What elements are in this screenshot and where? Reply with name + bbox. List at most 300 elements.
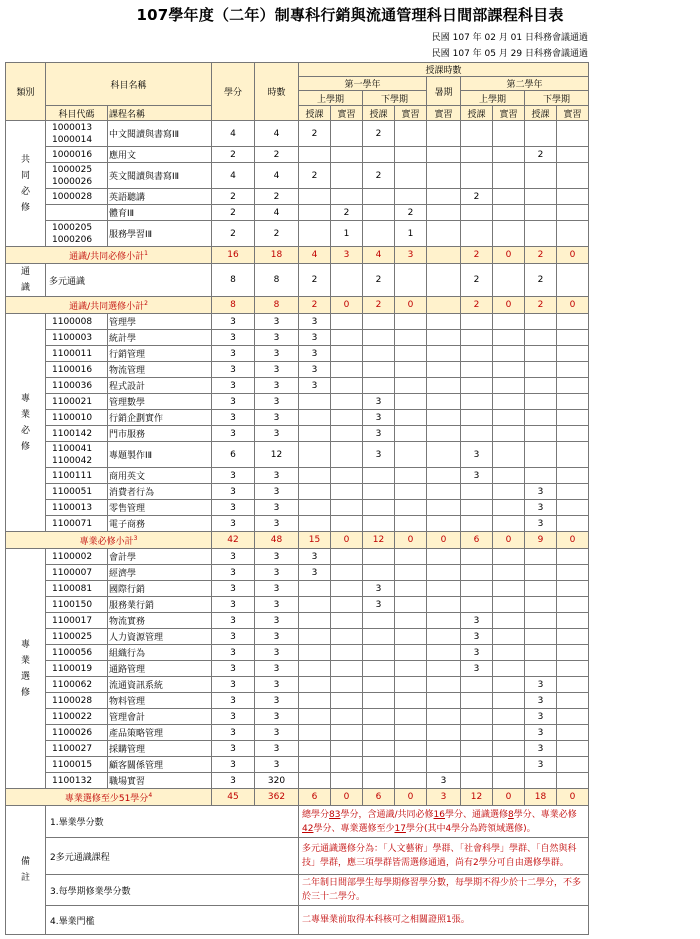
hour-cell bbox=[557, 500, 589, 516]
hour-cell bbox=[395, 757, 427, 773]
remark-row bbox=[6, 806, 589, 838]
header-practice: 實習 bbox=[493, 106, 525, 121]
hour-cell: 3 bbox=[525, 693, 557, 709]
hour-cell bbox=[525, 426, 557, 442]
course-hours: 3 bbox=[255, 330, 299, 346]
course-row bbox=[6, 757, 589, 773]
hour-cell bbox=[299, 661, 331, 677]
hour-cell bbox=[427, 693, 461, 709]
hour-cell: 3 bbox=[299, 549, 331, 565]
course-row bbox=[6, 394, 589, 410]
course-code-line: 1100011 bbox=[52, 348, 93, 359]
course-code bbox=[46, 426, 108, 442]
course-name: 行銷管理 bbox=[108, 346, 212, 362]
hour-cell bbox=[395, 189, 427, 205]
header-practice: 實習 bbox=[331, 106, 363, 121]
course-row bbox=[6, 629, 589, 645]
hour-cell bbox=[493, 264, 525, 297]
course-row bbox=[6, 314, 589, 330]
category-general-char: 識 bbox=[20, 283, 30, 293]
course-hours: 3 bbox=[255, 362, 299, 378]
hour-cell bbox=[525, 378, 557, 394]
course-credits: 3 bbox=[212, 410, 255, 426]
course-name: 顧客關係管理 bbox=[108, 757, 212, 773]
hour-cell bbox=[461, 378, 493, 394]
hour-cell bbox=[331, 677, 363, 693]
hour-cell: 2 bbox=[395, 205, 427, 221]
course-row bbox=[6, 147, 589, 163]
course-code-line: 1000016 bbox=[52, 149, 93, 160]
course-code bbox=[46, 645, 108, 661]
hour-cell bbox=[525, 645, 557, 661]
course-code bbox=[46, 581, 108, 597]
hour-cell bbox=[331, 346, 363, 362]
course-row bbox=[6, 346, 589, 362]
hour-cell: 2 bbox=[363, 121, 395, 147]
hour-cell bbox=[493, 147, 525, 163]
course-code bbox=[46, 677, 108, 693]
hour-cell bbox=[299, 394, 331, 410]
course-name: 門市服務 bbox=[108, 426, 212, 442]
hour-cell bbox=[461, 410, 493, 426]
subtotal-cell bbox=[427, 297, 461, 314]
hour-cell bbox=[363, 757, 395, 773]
hour-cell bbox=[395, 330, 427, 346]
hour-cell bbox=[395, 500, 427, 516]
hour-cell bbox=[493, 773, 525, 789]
category-required-char: 修 bbox=[20, 441, 30, 452]
hour-cell bbox=[461, 221, 493, 247]
course-code-line: 1000014 bbox=[52, 134, 93, 145]
subtotal-credits: 8 bbox=[212, 297, 255, 314]
subtotal-cell: 4 bbox=[363, 247, 395, 264]
remark-text-part: 總學分 bbox=[302, 809, 330, 820]
course-code bbox=[46, 757, 108, 773]
hour-cell bbox=[395, 725, 427, 741]
hour-cell bbox=[461, 581, 493, 597]
hour-cell bbox=[395, 163, 427, 189]
hour-cell bbox=[331, 378, 363, 394]
hour-cell bbox=[331, 362, 363, 378]
course-row bbox=[6, 442, 589, 468]
hour-cell bbox=[427, 330, 461, 346]
hour-cell bbox=[493, 189, 525, 205]
hour-cell bbox=[363, 661, 395, 677]
hour-cell bbox=[395, 645, 427, 661]
category-common-char: 必 bbox=[20, 186, 30, 197]
subtotal-hours: 48 bbox=[255, 532, 299, 549]
course-credits: 3 bbox=[212, 394, 255, 410]
hour-cell bbox=[331, 442, 363, 468]
course-credits: 3 bbox=[212, 661, 255, 677]
header-course: 課程名稱 bbox=[108, 106, 212, 121]
hour-cell bbox=[557, 362, 589, 378]
hour-cell bbox=[331, 645, 363, 661]
header-category: 類別 bbox=[6, 63, 46, 121]
course-hours: 3 bbox=[255, 410, 299, 426]
remark-text bbox=[299, 806, 589, 838]
hour-cell: 3 bbox=[299, 378, 331, 394]
course-code bbox=[46, 346, 108, 362]
subtotal-row bbox=[6, 297, 589, 314]
hour-cell bbox=[557, 189, 589, 205]
subtotal-cell: 6 bbox=[461, 532, 493, 549]
hour-cell bbox=[331, 264, 363, 297]
hour-cell bbox=[461, 394, 493, 410]
hour-cell bbox=[395, 693, 427, 709]
subtotal-cell: 2 bbox=[299, 297, 331, 314]
course-name: 應用文 bbox=[108, 147, 212, 163]
course-name: 管理數學 bbox=[108, 394, 212, 410]
course-credits: 3 bbox=[212, 597, 255, 613]
course-code bbox=[46, 484, 108, 500]
hour-cell bbox=[427, 661, 461, 677]
course-code bbox=[46, 597, 108, 613]
course-row bbox=[6, 693, 589, 709]
course-row bbox=[6, 773, 589, 789]
remark-text: 二專畢業前取得本科核可之相關證照1張。 bbox=[299, 906, 589, 935]
subtotal-label bbox=[6, 532, 212, 549]
hour-cell bbox=[299, 677, 331, 693]
course-hours: 3 bbox=[255, 426, 299, 442]
course-name: 服務學習ⅠⅡ bbox=[108, 221, 212, 247]
course-code bbox=[46, 205, 108, 221]
hour-cell bbox=[493, 362, 525, 378]
hour-cell: 3 bbox=[525, 677, 557, 693]
hour-cell bbox=[363, 314, 395, 330]
course-row bbox=[6, 362, 589, 378]
hour-cell bbox=[299, 597, 331, 613]
hour-cell bbox=[557, 314, 589, 330]
hour-cell bbox=[299, 484, 331, 500]
course-code-line: 1100013 bbox=[52, 502, 93, 513]
hour-cell bbox=[395, 629, 427, 645]
hour-cell bbox=[525, 565, 557, 581]
remark-text: 二年制日間部學生每學期修習學分數，每學期不得少於十二學分，不多於三十二學分。 bbox=[299, 875, 589, 906]
hour-cell bbox=[427, 629, 461, 645]
hour-cell bbox=[363, 205, 395, 221]
hour-cell bbox=[493, 725, 525, 741]
category-elective-char: 業 bbox=[20, 655, 30, 666]
category-elective-char: 選 bbox=[20, 671, 30, 682]
hour-cell bbox=[395, 484, 427, 500]
category-elective bbox=[6, 549, 46, 789]
hour-cell bbox=[363, 484, 395, 500]
hour-cell bbox=[331, 709, 363, 725]
hour-cell bbox=[427, 221, 461, 247]
course-credits: 2 bbox=[212, 221, 255, 247]
course-hours: 3 bbox=[255, 693, 299, 709]
hour-cell bbox=[299, 645, 331, 661]
hour-cell bbox=[525, 394, 557, 410]
course-credits: 3 bbox=[212, 757, 255, 773]
subtotal-footnote: 3 bbox=[133, 534, 138, 542]
subtotal-cell: 3 bbox=[395, 247, 427, 264]
course-row bbox=[6, 741, 589, 757]
hour-cell bbox=[493, 565, 525, 581]
subtotal-cell: 2 bbox=[461, 297, 493, 314]
hour-cell: 3 bbox=[363, 581, 395, 597]
hour-cell bbox=[557, 677, 589, 693]
remark-row bbox=[6, 838, 589, 875]
category-required-char: 業 bbox=[20, 409, 30, 420]
course-code-line: 1000026 bbox=[52, 176, 93, 187]
hour-cell bbox=[557, 693, 589, 709]
subtotal-label bbox=[6, 247, 212, 264]
hour-cell bbox=[461, 677, 493, 693]
course-code-line: 1100062 bbox=[52, 679, 93, 690]
hour-cell: 3 bbox=[363, 410, 395, 426]
subtotal-cell: 0 bbox=[331, 789, 363, 806]
course-code-line: 1100016 bbox=[52, 364, 93, 375]
hour-cell: 3 bbox=[525, 500, 557, 516]
remark-text-part: 學分，含通識/共同必修 bbox=[340, 809, 434, 820]
hour-cell bbox=[461, 362, 493, 378]
hour-cell bbox=[461, 741, 493, 757]
header-lecture: 授課 bbox=[525, 106, 557, 121]
hour-cell bbox=[525, 581, 557, 597]
hour-cell bbox=[363, 629, 395, 645]
course-name: 程式設計 bbox=[108, 378, 212, 394]
course-credits: 3 bbox=[212, 741, 255, 757]
hour-cell: 2 bbox=[299, 163, 331, 189]
hour-cell bbox=[493, 677, 525, 693]
hour-cell bbox=[299, 725, 331, 741]
course-code-line: 1000025 bbox=[52, 164, 93, 175]
hour-cell bbox=[557, 613, 589, 629]
course-hours: 3 bbox=[255, 613, 299, 629]
subtotal-cell: 0 bbox=[493, 532, 525, 549]
hour-cell bbox=[461, 565, 493, 581]
hour-cell bbox=[427, 484, 461, 500]
hour-cell bbox=[427, 264, 461, 297]
hour-cell bbox=[363, 362, 395, 378]
hour-cell bbox=[427, 205, 461, 221]
remark-text-part: 學分(其中4學分為跨領域選修)。 bbox=[405, 823, 536, 834]
course-code bbox=[46, 741, 108, 757]
subtotal-cell: 12 bbox=[363, 532, 395, 549]
subtotal-cell: 0 bbox=[395, 297, 427, 314]
subtotal-cell: 0 bbox=[493, 789, 525, 806]
hour-cell bbox=[557, 757, 589, 773]
subtotal-footnote: 4 bbox=[148, 791, 153, 799]
hour-cell: 3 bbox=[427, 773, 461, 789]
hour-cell bbox=[427, 468, 461, 484]
category-required-char: 專 bbox=[20, 393, 30, 404]
hour-cell: 3 bbox=[299, 330, 331, 346]
course-code bbox=[46, 362, 108, 378]
course-hours: 3 bbox=[255, 629, 299, 645]
course-code-line: 1100036 bbox=[52, 380, 93, 391]
hour-cell: 2 bbox=[331, 205, 363, 221]
hour-cell bbox=[299, 426, 331, 442]
course-row bbox=[6, 565, 589, 581]
header-code: 科目代碼 bbox=[46, 106, 108, 121]
hour-cell: 3 bbox=[299, 565, 331, 581]
course-hours: 3 bbox=[255, 378, 299, 394]
category-common-char: 同 bbox=[20, 170, 30, 181]
subtotal-cell: 3 bbox=[331, 247, 363, 264]
hour-cell bbox=[299, 500, 331, 516]
hour-cell bbox=[331, 581, 363, 597]
course-name: 物料管理 bbox=[108, 693, 212, 709]
course-hours: 2 bbox=[255, 189, 299, 205]
course-credits: 3 bbox=[212, 645, 255, 661]
hour-cell bbox=[363, 147, 395, 163]
hour-cell bbox=[331, 629, 363, 645]
hour-cell bbox=[299, 468, 331, 484]
hour-cell bbox=[493, 549, 525, 565]
subtotal-footnote: 1 bbox=[144, 249, 148, 257]
course-code-line: 1100041 bbox=[52, 443, 93, 454]
course-name: 多元通識 bbox=[46, 264, 212, 297]
hour-cell bbox=[493, 484, 525, 500]
hour-cell bbox=[557, 581, 589, 597]
course-credits: 8 bbox=[212, 264, 255, 297]
subtotal-cell: 0 bbox=[557, 247, 589, 264]
course-code bbox=[46, 378, 108, 394]
hour-cell: 2 bbox=[363, 264, 395, 297]
course-hours: 3 bbox=[255, 709, 299, 725]
hour-cell bbox=[427, 163, 461, 189]
subtotal-cell: 0 bbox=[427, 532, 461, 549]
hour-cell bbox=[493, 516, 525, 532]
remark-item: 4.畢業門檻 bbox=[46, 906, 299, 935]
course-name: 通路管理 bbox=[108, 661, 212, 677]
subtotal-cell: 6 bbox=[363, 789, 395, 806]
curriculum-table bbox=[5, 62, 589, 935]
course-code-line: 1100071 bbox=[52, 518, 93, 529]
course-name: 管理會計 bbox=[108, 709, 212, 725]
hour-cell: 3 bbox=[461, 661, 493, 677]
hour-cell bbox=[557, 741, 589, 757]
hour-cell bbox=[493, 442, 525, 468]
hour-cell bbox=[493, 693, 525, 709]
course-code bbox=[46, 500, 108, 516]
hour-cell bbox=[363, 549, 395, 565]
hour-cell bbox=[395, 314, 427, 330]
hour-cell bbox=[525, 410, 557, 426]
hour-cell bbox=[395, 661, 427, 677]
hour-cell bbox=[525, 468, 557, 484]
course-hours: 3 bbox=[255, 314, 299, 330]
hour-cell bbox=[427, 757, 461, 773]
course-hours: 8 bbox=[255, 264, 299, 297]
course-name: 零售管理 bbox=[108, 500, 212, 516]
hour-cell bbox=[461, 693, 493, 709]
hour-cell bbox=[557, 725, 589, 741]
course-hours: 3 bbox=[255, 565, 299, 581]
course-row bbox=[6, 189, 589, 205]
hour-cell bbox=[493, 629, 525, 645]
remark-credit-value: 42 bbox=[302, 823, 314, 834]
hour-cell bbox=[299, 629, 331, 645]
course-row bbox=[6, 581, 589, 597]
hour-cell bbox=[427, 725, 461, 741]
course-row bbox=[6, 645, 589, 661]
course-code-line: 1100025 bbox=[52, 631, 93, 642]
course-hours: 3 bbox=[255, 346, 299, 362]
course-code bbox=[46, 189, 108, 205]
hour-cell: 3 bbox=[525, 757, 557, 773]
hour-cell bbox=[557, 549, 589, 565]
hour-cell bbox=[557, 147, 589, 163]
hour-cell bbox=[493, 221, 525, 247]
hour-cell bbox=[525, 773, 557, 789]
remark-item: 2多元通識課程 bbox=[46, 838, 299, 875]
course-name: 統計學 bbox=[108, 330, 212, 346]
course-row bbox=[6, 378, 589, 394]
hour-cell bbox=[427, 362, 461, 378]
course-hours: 3 bbox=[255, 677, 299, 693]
course-credits: 3 bbox=[212, 362, 255, 378]
hour-cell bbox=[427, 565, 461, 581]
hour-cell bbox=[557, 163, 589, 189]
course-hours: 4 bbox=[255, 205, 299, 221]
hour-cell bbox=[427, 394, 461, 410]
course-credits: 4 bbox=[212, 121, 255, 147]
hour-cell bbox=[395, 773, 427, 789]
hour-cell bbox=[331, 613, 363, 629]
hour-cell bbox=[557, 330, 589, 346]
hour-cell bbox=[493, 597, 525, 613]
course-hours: 3 bbox=[255, 757, 299, 773]
course-name: 行銷企劃實作 bbox=[108, 410, 212, 426]
hour-cell bbox=[331, 516, 363, 532]
hour-cell: 3 bbox=[299, 314, 331, 330]
course-code-line: 1100010 bbox=[52, 412, 93, 423]
course-credits: 2 bbox=[212, 205, 255, 221]
hour-cell bbox=[493, 581, 525, 597]
hour-cell bbox=[493, 645, 525, 661]
remark-item: 1.畢業學分數 bbox=[46, 806, 299, 838]
hour-cell bbox=[427, 645, 461, 661]
course-hours: 3 bbox=[255, 645, 299, 661]
subtotal-cell: 6 bbox=[299, 789, 331, 806]
course-code bbox=[46, 394, 108, 410]
header-year1: 第一學年 bbox=[299, 77, 427, 91]
hour-cell bbox=[331, 597, 363, 613]
hour-cell bbox=[299, 147, 331, 163]
hour-cell bbox=[363, 693, 395, 709]
subtotal-footnote: 2 bbox=[144, 299, 148, 307]
subtotal-cell: 2 bbox=[525, 297, 557, 314]
hour-cell bbox=[395, 597, 427, 613]
course-credits: 2 bbox=[212, 189, 255, 205]
hour-cell bbox=[427, 741, 461, 757]
hour-cell bbox=[299, 205, 331, 221]
remark-credit-value: 16 bbox=[433, 809, 445, 820]
hour-cell bbox=[557, 773, 589, 789]
hour-cell: 3 bbox=[461, 629, 493, 645]
subtotal-cell: 0 bbox=[493, 247, 525, 264]
course-row bbox=[6, 661, 589, 677]
course-code-line: 1100132 bbox=[52, 775, 93, 786]
course-hours: 4 bbox=[255, 121, 299, 147]
category-remarks bbox=[6, 806, 46, 935]
hour-cell bbox=[331, 500, 363, 516]
course-hours: 3 bbox=[255, 516, 299, 532]
course-row bbox=[6, 500, 589, 516]
hour-cell bbox=[493, 741, 525, 757]
remark-row bbox=[6, 875, 589, 906]
course-code-line: 1000013 bbox=[52, 122, 93, 133]
course-code bbox=[46, 661, 108, 677]
hour-cell bbox=[299, 221, 331, 247]
course-row bbox=[6, 410, 589, 426]
hour-cell bbox=[395, 426, 427, 442]
course-code bbox=[46, 613, 108, 629]
